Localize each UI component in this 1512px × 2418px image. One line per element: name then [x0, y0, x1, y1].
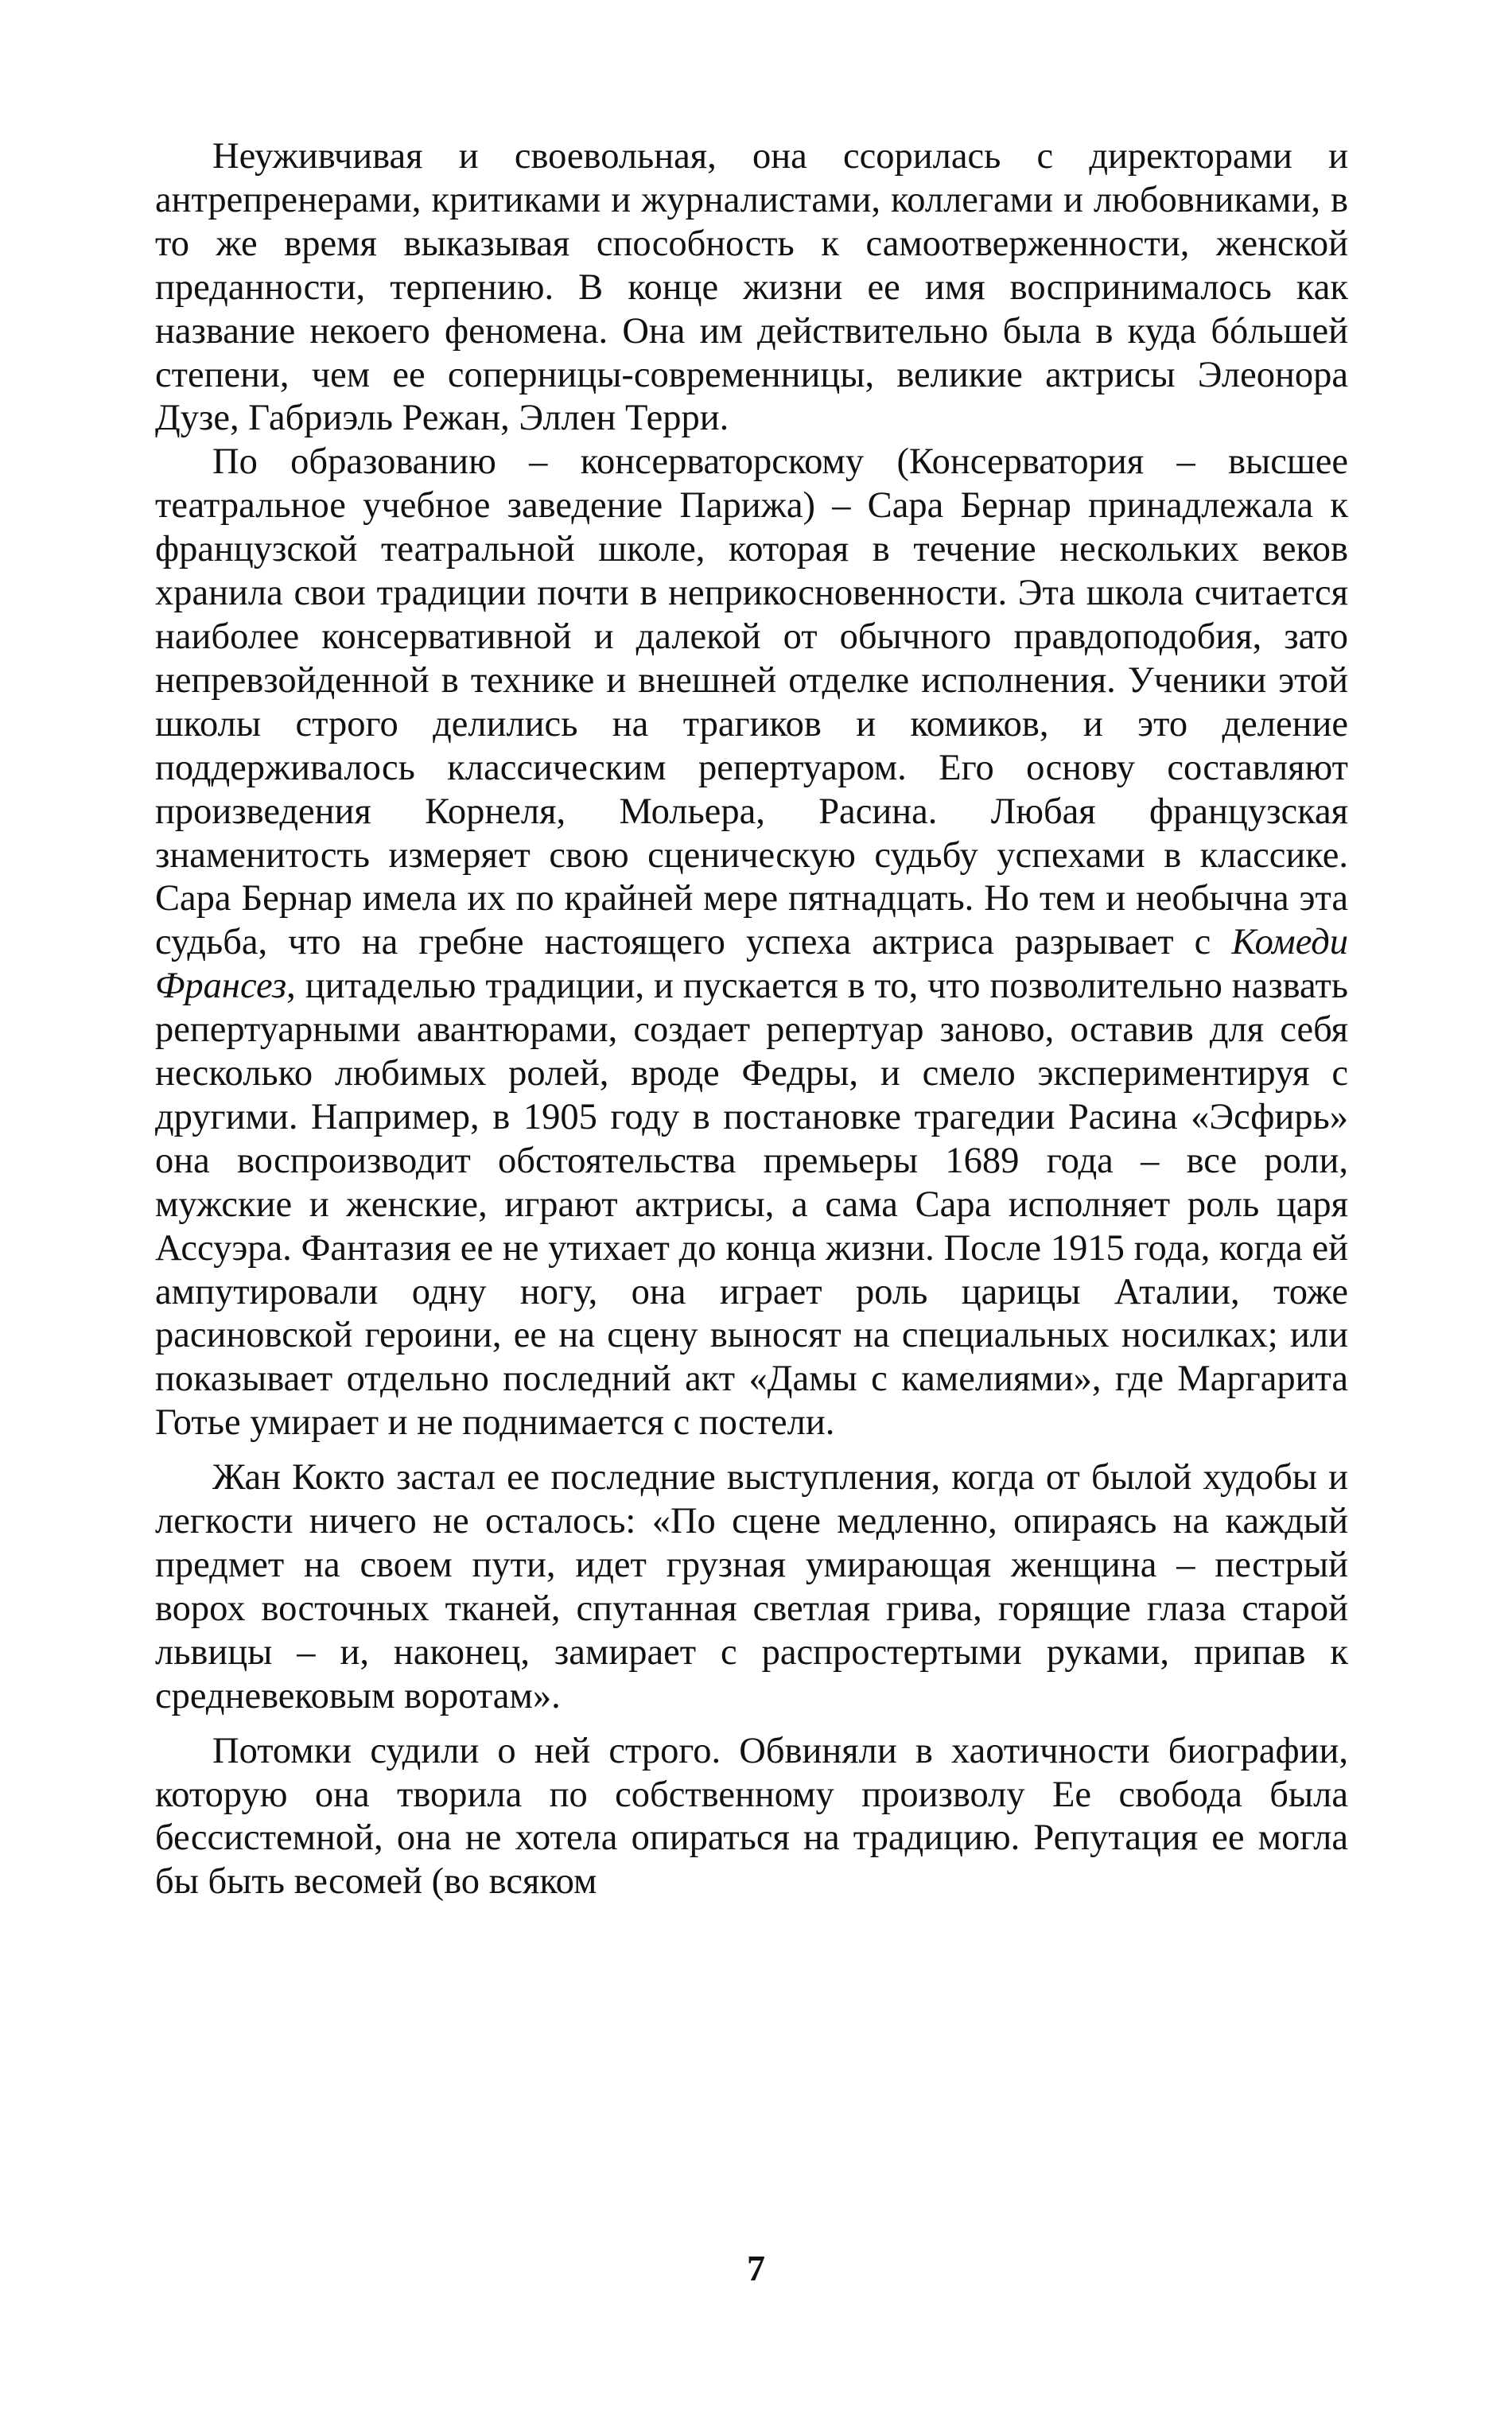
paragraph-3-text: Жан Кокто застал ее последние выступления, когда от былой худобы и легкости ничего не осталось: «По сцене медленно, опираясь на каждый предмет на своем пути, идет грузная умирающая женщина – пестрый ворох восточных тканей, спутанная светлая грива, горящие глаза старой львицы – и, наконец, замирает с распростертыми руками, припав к средневековым воротам». [155, 1457, 1348, 1716]
paragraph-4-text: Потомки судили о ней строго. Обвиняли в хаотичности биографии, которую она творила по собственному произволу Ее свобода была бессистемной, она не хотела опираться на традицию. Репутация ее могла бы быть весомей (во всяком [155, 1730, 1348, 1903]
paragraph-2 [155, 441, 1348, 1445]
paragraph-2-text-a: По образованию – консерваторскому (Консерватория – высшее театральное учебное заведение Парижа) – Сара Бернар принадлежала к французской театральной школе, которая в течение нескольких веков хранила свои традиции почти в неприкосновенности. Эта школа считается наиболее консервативной и далекой от обычного правдоподобия, зато непревзойденной в технике и внешней отделке исполнения. Ученики этой школы строго делились на трагиков и комиков, и это деление поддерживалось классическим репертуаром. Его основу составляют произведения Корнеля, Мольера, Расина. Любая французская знаменитость измеряет свою сценическую судьбу успехами в классике. Сара Бернар имела их по крайней мере пятнадцать. Но тем и необычна эта судьба, что на гребне настоящего успеха актриса разрывает с [155, 441, 1348, 963]
paragraph-4 [155, 1730, 1348, 1905]
paragraph-3 [155, 1456, 1348, 1718]
paragraph-2-text-b: , цитаделью традиции, и пускается в то, что позволительно назвать репертуарными авантюрами, создает репертуар заново, оставив для себя несколько любимых ролей, вроде Федры, и смело экспериментируя с другими. Например, в 1905 году в постановке трагедии Расина «Эсфирь» она воспроизводит обстоятельства премьеры 1689 года – все роли, мужские и женские, играют актрисы, а сама Сара исполняет роль царя Ассуэра. Фантазия ее не утихает до конца жизни. После 1915 года, когда ей ампутировали одну ногу, она играет роль царицы Аталии, тоже расиновской героини, ее на сцену выносят на специальных носилках; или показывает отдельно последний акт «Дамы с камелиями», где Маргарита Готье умирает и не поднимается с постели. [155, 966, 1348, 1444]
paragraph-1 [155, 135, 1348, 441]
theatre-name-italic: Комеди Франсез [155, 922, 1348, 1007]
paragraph-1-text: Неуживчивая и своевольная, она ссорилась с директорами и антрепренерами, критиками и журналистами, коллегами и любовниками, в то же время выказывая способность к самоотверженности, женской преданности, терпению. В конце жизни ее имя воспринималось как название некоего феномена. Она им действительно была в куда бóльшей степени, чем ее соперницы-современницы, великие актрисы Элеонора Дузе, Габриэль Режан, Эллен Терри. [155, 136, 1348, 439]
page-number: 7 [747, 2248, 765, 2288]
body-text [155, 135, 1348, 1904]
